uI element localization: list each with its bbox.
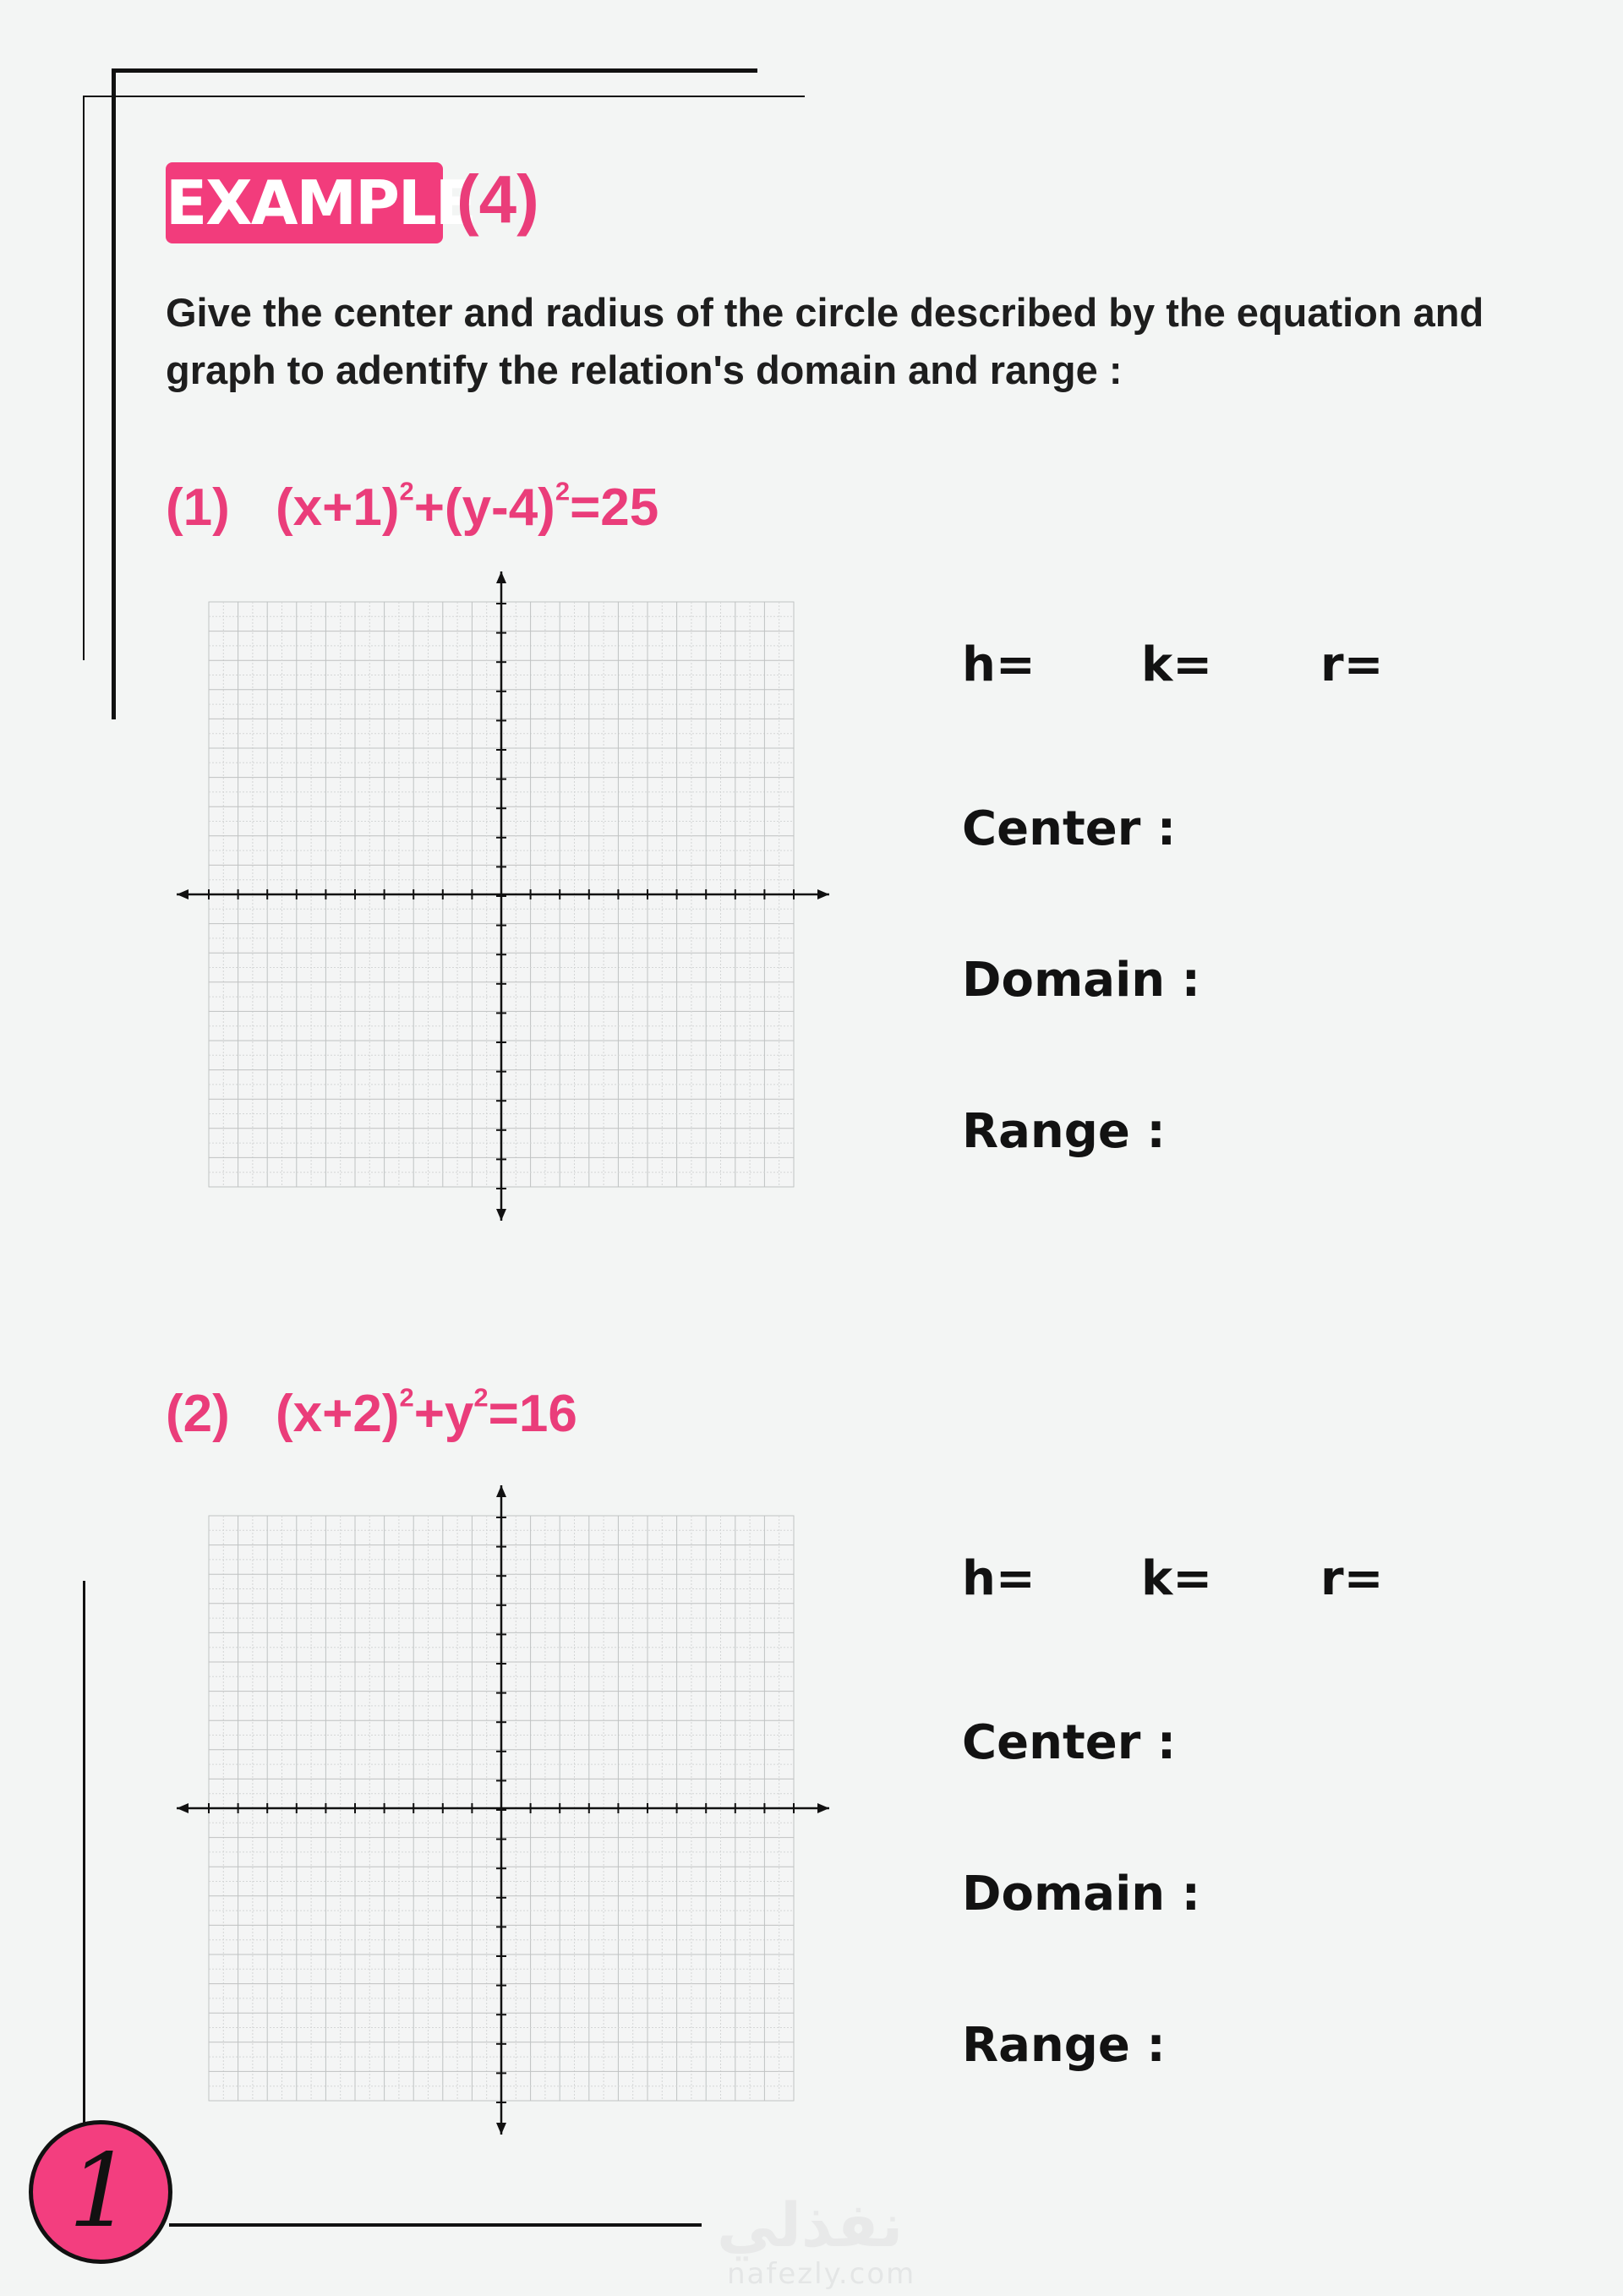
- x-axis-left-arrow-icon: [177, 889, 189, 899]
- frame-left-line: [112, 68, 116, 719]
- problem-1-r-label: r=: [1320, 637, 1384, 692]
- problem-1-number: (1): [166, 478, 230, 538]
- problem-2-range-label: Range :: [962, 2018, 1166, 2073]
- example-number: (4): [456, 161, 539, 237]
- problem-2-heading: [166, 1364, 577, 1448]
- problem-1-k-label: k=: [1141, 637, 1213, 692]
- problem-2-r-label: r=: [1320, 1551, 1384, 1606]
- example-badge-label: EXAMPLE: [166, 167, 475, 238]
- y-axis-bottom-arrow-icon: [496, 2123, 506, 2135]
- watermark-url: nafezly.com: [727, 2257, 916, 2291]
- problem-1-heading: [166, 458, 658, 542]
- example-badge: [166, 162, 475, 243]
- problem-1-h-label: h=: [962, 637, 1036, 692]
- x-axis-right-arrow-icon: [817, 1803, 829, 1813]
- y-axis-top-arrow-icon: [496, 571, 506, 583]
- problem-2-domain-label: Domain :: [962, 1867, 1201, 1922]
- frame-left-thin-line: [83, 96, 85, 660]
- problem-1-center-label: Center :: [962, 801, 1177, 856]
- problem-1-range-label: Range :: [962, 1104, 1166, 1159]
- frame-top-line: [112, 68, 757, 73]
- y-axis-bottom-arrow-icon: [496, 1209, 506, 1221]
- problem-2-h-label: h=: [962, 1551, 1036, 1606]
- problem-1-coordinate-grid[interactable]: [173, 568, 833, 1224]
- problem-2-coordinate-grid[interactable]: [173, 1482, 833, 2138]
- watermark-logo-arabic: نفذلي: [717, 2189, 904, 2260]
- y-axis-top-arrow-icon: [496, 1485, 506, 1497]
- problem-2-k-label: k=: [1141, 1551, 1213, 1606]
- x-axis-right-arrow-icon: [817, 889, 829, 899]
- frame-bottom-line: [169, 2223, 702, 2227]
- frame-top-thin-line: [83, 96, 805, 97]
- problem-2-equation: $(x+2)^2+y^2=16$: [276, 1383, 577, 1444]
- instruction-text: Give the center and radius of the circle described by the equation and graph to adentify the relation's domain and range :: [166, 290, 1484, 392]
- page-number: 1: [68, 2133, 134, 2250]
- problem-1-equation: $(x+1)^2+(y-4)^2=25$: [276, 477, 659, 538]
- problem-2-center-label: Center :: [962, 1715, 1177, 1770]
- problem-2-number: (2): [166, 1385, 230, 1444]
- x-axis-left-arrow-icon: [177, 1803, 189, 1813]
- problem-1-domain-label: Domain :: [962, 953, 1201, 1008]
